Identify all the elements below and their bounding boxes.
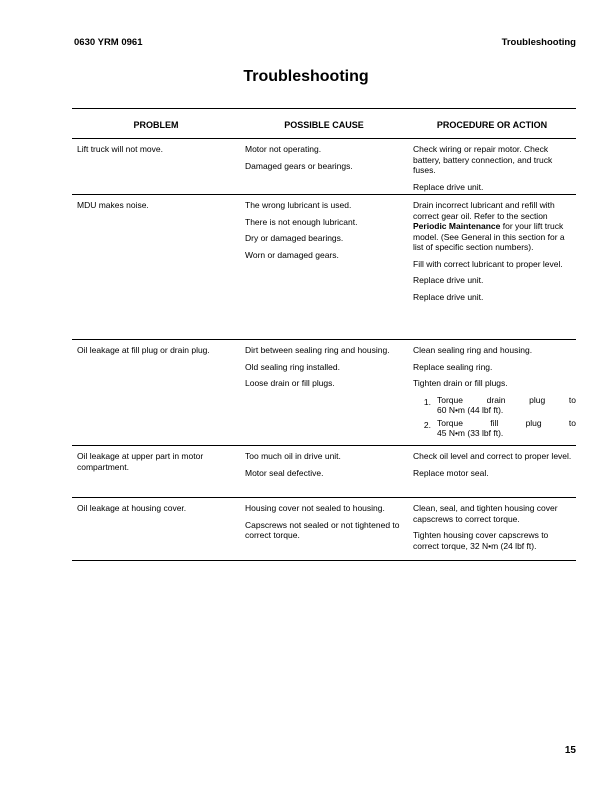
troubleshooting-table [72, 108, 576, 561]
action-text: Replace drive unit. [413, 181, 484, 192]
action-text: Replace sealing ring. [413, 361, 493, 372]
action-cell [408, 451, 576, 497]
step-text: Torque fill plug to [437, 417, 576, 428]
cause-text: Loose drain or fill plugs. [245, 378, 335, 388]
problem-text: Lift truck will not move. [77, 144, 163, 154]
problem-text: Oil leakage at housing cover. [77, 503, 187, 513]
problem-cell [72, 200, 240, 339]
problem-text: Oil leakage at upper part in motor compartment. [77, 451, 204, 472]
cause-text: Dry or damaged bearings. [245, 233, 344, 243]
table-row [72, 340, 576, 446]
problem-cell [72, 345, 240, 445]
torque-step [413, 395, 576, 416]
action-text: Fill with correct lubricant to proper level. [413, 258, 563, 269]
cause-cell [240, 451, 408, 497]
action-text: Tighten drain or fill plugs. [413, 378, 508, 388]
step-text: 45 N•m (33 lbf ft). [437, 428, 504, 438]
step-number: 2. [423, 419, 431, 430]
action-text-part: for your lift truck model. (See General in this section for a list of specific section numbers). [413, 221, 565, 252]
cause-cell [240, 144, 408, 194]
table-row [72, 498, 576, 561]
action-text: Check wiring or repair motor. Check battery, battery connection, and truck fuses. [413, 144, 553, 175]
cause-text: Old sealing ring installed. [245, 361, 340, 372]
action-text: Tighten housing cover capscrews to correct torque, 32 N•m (24 lbf ft). [413, 530, 549, 551]
action-text-part: Drain incorrect lubricant and refill with correct gear oil. Refer to the section [413, 200, 555, 221]
cause-cell [240, 345, 408, 445]
action-cell [408, 200, 576, 339]
action-text: Replace drive unit. [413, 275, 484, 285]
action-text: Clean, seal, and tighten housing cover capscrews to correct torque. [413, 503, 558, 524]
cause-text: Motor not operating. [245, 144, 322, 154]
table-header [72, 109, 576, 139]
problem-cell [72, 503, 240, 560]
column-header-action: PROCEDURE OR ACTION [436, 120, 548, 130]
cause-text: Too much oil in drive unit. [245, 451, 341, 461]
action-text: Replace motor seal. [413, 467, 489, 478]
problem-cell [72, 144, 240, 194]
cause-text: There is not enough lubricant. [245, 216, 358, 227]
action-text-with-reference [413, 200, 576, 253]
action-text: Replace drive unit. [413, 291, 484, 302]
step-text: Torque drain plug to [437, 394, 576, 405]
action-cell [408, 503, 576, 560]
section-reference: Periodic Maintenance [413, 221, 501, 231]
page-title: Troubleshooting [243, 68, 369, 85]
cause-cell [240, 200, 408, 339]
problem-text: MDU makes noise. [77, 200, 149, 210]
step-text: 60 N•m (44 lbf ft). [437, 405, 504, 415]
cause-text: Worn or damaged gears. [245, 249, 339, 260]
cause-text: Motor seal defective. [245, 467, 324, 478]
page-number: 15 [564, 745, 576, 756]
problem-cell [72, 451, 240, 497]
cause-text: Housing cover not sealed to housing. [245, 503, 385, 513]
column-header-problem: PROBLEM [133, 120, 179, 130]
cause-text: Dirt between sealing ring and housing. [245, 345, 390, 355]
problem-text: Oil leakage at fill plug or drain plug. [77, 345, 210, 355]
cause-cell [240, 503, 408, 560]
action-cell [408, 144, 576, 194]
action-text: Clean sealing ring and housing. [413, 345, 533, 355]
column-header-cause: POSSIBLE CAUSE [284, 120, 364, 130]
document-number: 0630 YRM 0961 [74, 37, 143, 48]
table-row [72, 195, 576, 340]
cause-text: Capscrews not sealed or not tightened to correct torque. [245, 519, 400, 540]
step-number: 1. [423, 396, 431, 407]
action-text: Check oil level and correct to proper level. [413, 451, 572, 461]
torque-step [413, 418, 576, 439]
table-row [72, 139, 576, 195]
cause-text: The wrong lubricant is used. [245, 200, 352, 210]
cause-text: Damaged gears or bearings. [245, 160, 353, 171]
action-cell [408, 345, 576, 445]
section-header: Troubleshooting [501, 37, 576, 48]
table-row [72, 446, 576, 498]
